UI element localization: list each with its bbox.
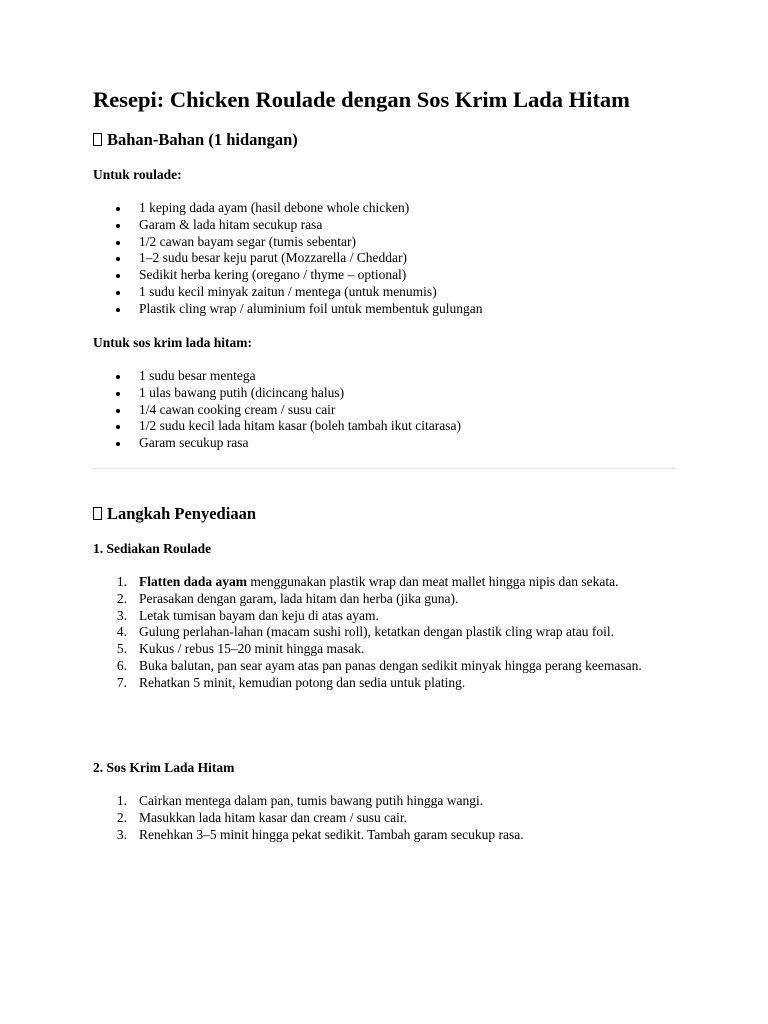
- roulade-ingredients-list: [93, 200, 653, 318]
- ingredients-heading-text: Bahan-Bahan (1 hidangan): [107, 130, 298, 149]
- step-number: 2.: [116, 809, 127, 825]
- step-emphasis: Flatten dada ayam: [139, 574, 247, 589]
- recipe-title: Resepi: Chicken Roulade dengan Sos Krim Lada Hitam: [93, 87, 630, 112]
- step-number: 2.: [116, 590, 127, 606]
- step-item: [93, 591, 653, 608]
- sauce-steps-list: [93, 793, 653, 843]
- sauce-steps-subheading: 2. Sos Krim Lada Hitam: [93, 760, 235, 775]
- step-number: 4.: [116, 624, 127, 640]
- step-item: [93, 827, 653, 844]
- step-number: 1.: [116, 574, 127, 589]
- sauce-ingredients-list: [93, 368, 653, 452]
- list-item: Sedikit herba kering (oregano / thyme – optional): [93, 267, 653, 284]
- step-text: Renehkan 3–5 minit hingga pekat sedikit. Tambah garam secukup rasa.: [139, 826, 524, 842]
- step-item: [93, 810, 653, 827]
- roulade-steps-subheading: 1. Sediakan Roulade: [93, 541, 212, 556]
- step-item: [93, 641, 653, 658]
- steps-heading-text: Langkah Penyediaan: [107, 504, 256, 523]
- step-number: 6.: [116, 657, 127, 673]
- step-item: [93, 624, 653, 641]
- roulade-steps-list: [93, 574, 653, 692]
- list-item: 1 keping dada ayam (hasil debone whole chicken): [93, 200, 653, 217]
- list-item: 1/2 cawan bayam segar (tumis sebentar): [93, 234, 653, 251]
- sauce-ingredients-subheading: Untuk sos krim lada hitam:: [93, 335, 253, 350]
- list-item: 1/2 sudu kecil lada hitam kasar (boleh tambah ikut citarasa): [93, 418, 653, 435]
- step-text: Letak tumisan bayam dan keju di atas ayam.: [139, 607, 379, 623]
- step-number: 3.: [116, 607, 127, 623]
- step-item: [93, 793, 653, 810]
- step-number: 5.: [116, 641, 127, 657]
- steps-heading: [93, 504, 256, 524]
- step-text: Rehatkan 5 minit, kemudian potong dan sedia untuk plating.: [139, 674, 466, 690]
- step-number: 1.: [116, 793, 127, 808]
- step-text: Perasakan dengan garam, lada hitam dan herba (jika guna).: [139, 590, 459, 606]
- list-item: 1 sudu kecil minyak zaitun / mentega (untuk menumis): [93, 284, 653, 301]
- list-item: 1–2 sudu besar keju parut (Mozzarella / Cheddar): [93, 250, 653, 267]
- emoji-icon: [93, 507, 102, 520]
- step-number: 7.: [116, 674, 127, 690]
- list-item: Garam & lada hitam secukup rasa: [93, 217, 653, 234]
- section-divider: [93, 468, 676, 469]
- step-item: [93, 574, 653, 591]
- list-item: 1/4 cawan cooking cream / susu cair: [93, 402, 653, 419]
- step-text: Masukkan lada hitam kasar dan cream / susu cair.: [139, 809, 408, 825]
- step-item: [93, 658, 653, 675]
- list-item: 1 ulas bawang putih (dicincang halus): [93, 385, 653, 402]
- step-text: Cairkan mentega dalam pan, tumis bawang putih hingga wangi.: [139, 793, 484, 808]
- step-text: Kukus / rebus 15–20 minit hingga masak.: [139, 641, 365, 657]
- list-item: Plastik cling wrap / aluminium foil untuk membentuk gulungan: [93, 301, 653, 318]
- step-text: Buka balutan, pan sear ayam atas pan panas dengan sedikit minyak hingga perang keemasan.: [139, 657, 642, 673]
- roulade-ingredients-subheading: Untuk roulade:: [93, 167, 182, 182]
- step-number: 3.: [116, 826, 127, 842]
- step-text: Gulung perlahan-lahan (macam sushi roll), ketatkan dengan plastik cling wrap atau foil.: [139, 624, 614, 640]
- step-item: [93, 608, 653, 625]
- ingredients-heading: [93, 130, 298, 150]
- step-item: [93, 675, 653, 692]
- step-text: menggunakan plastik wrap dan meat mallet hingga nipis dan sekata.: [247, 574, 619, 589]
- list-item: Garam secukup rasa: [93, 435, 653, 452]
- list-item: 1 sudu besar mentega: [93, 368, 653, 385]
- emoji-icon: [93, 133, 102, 146]
